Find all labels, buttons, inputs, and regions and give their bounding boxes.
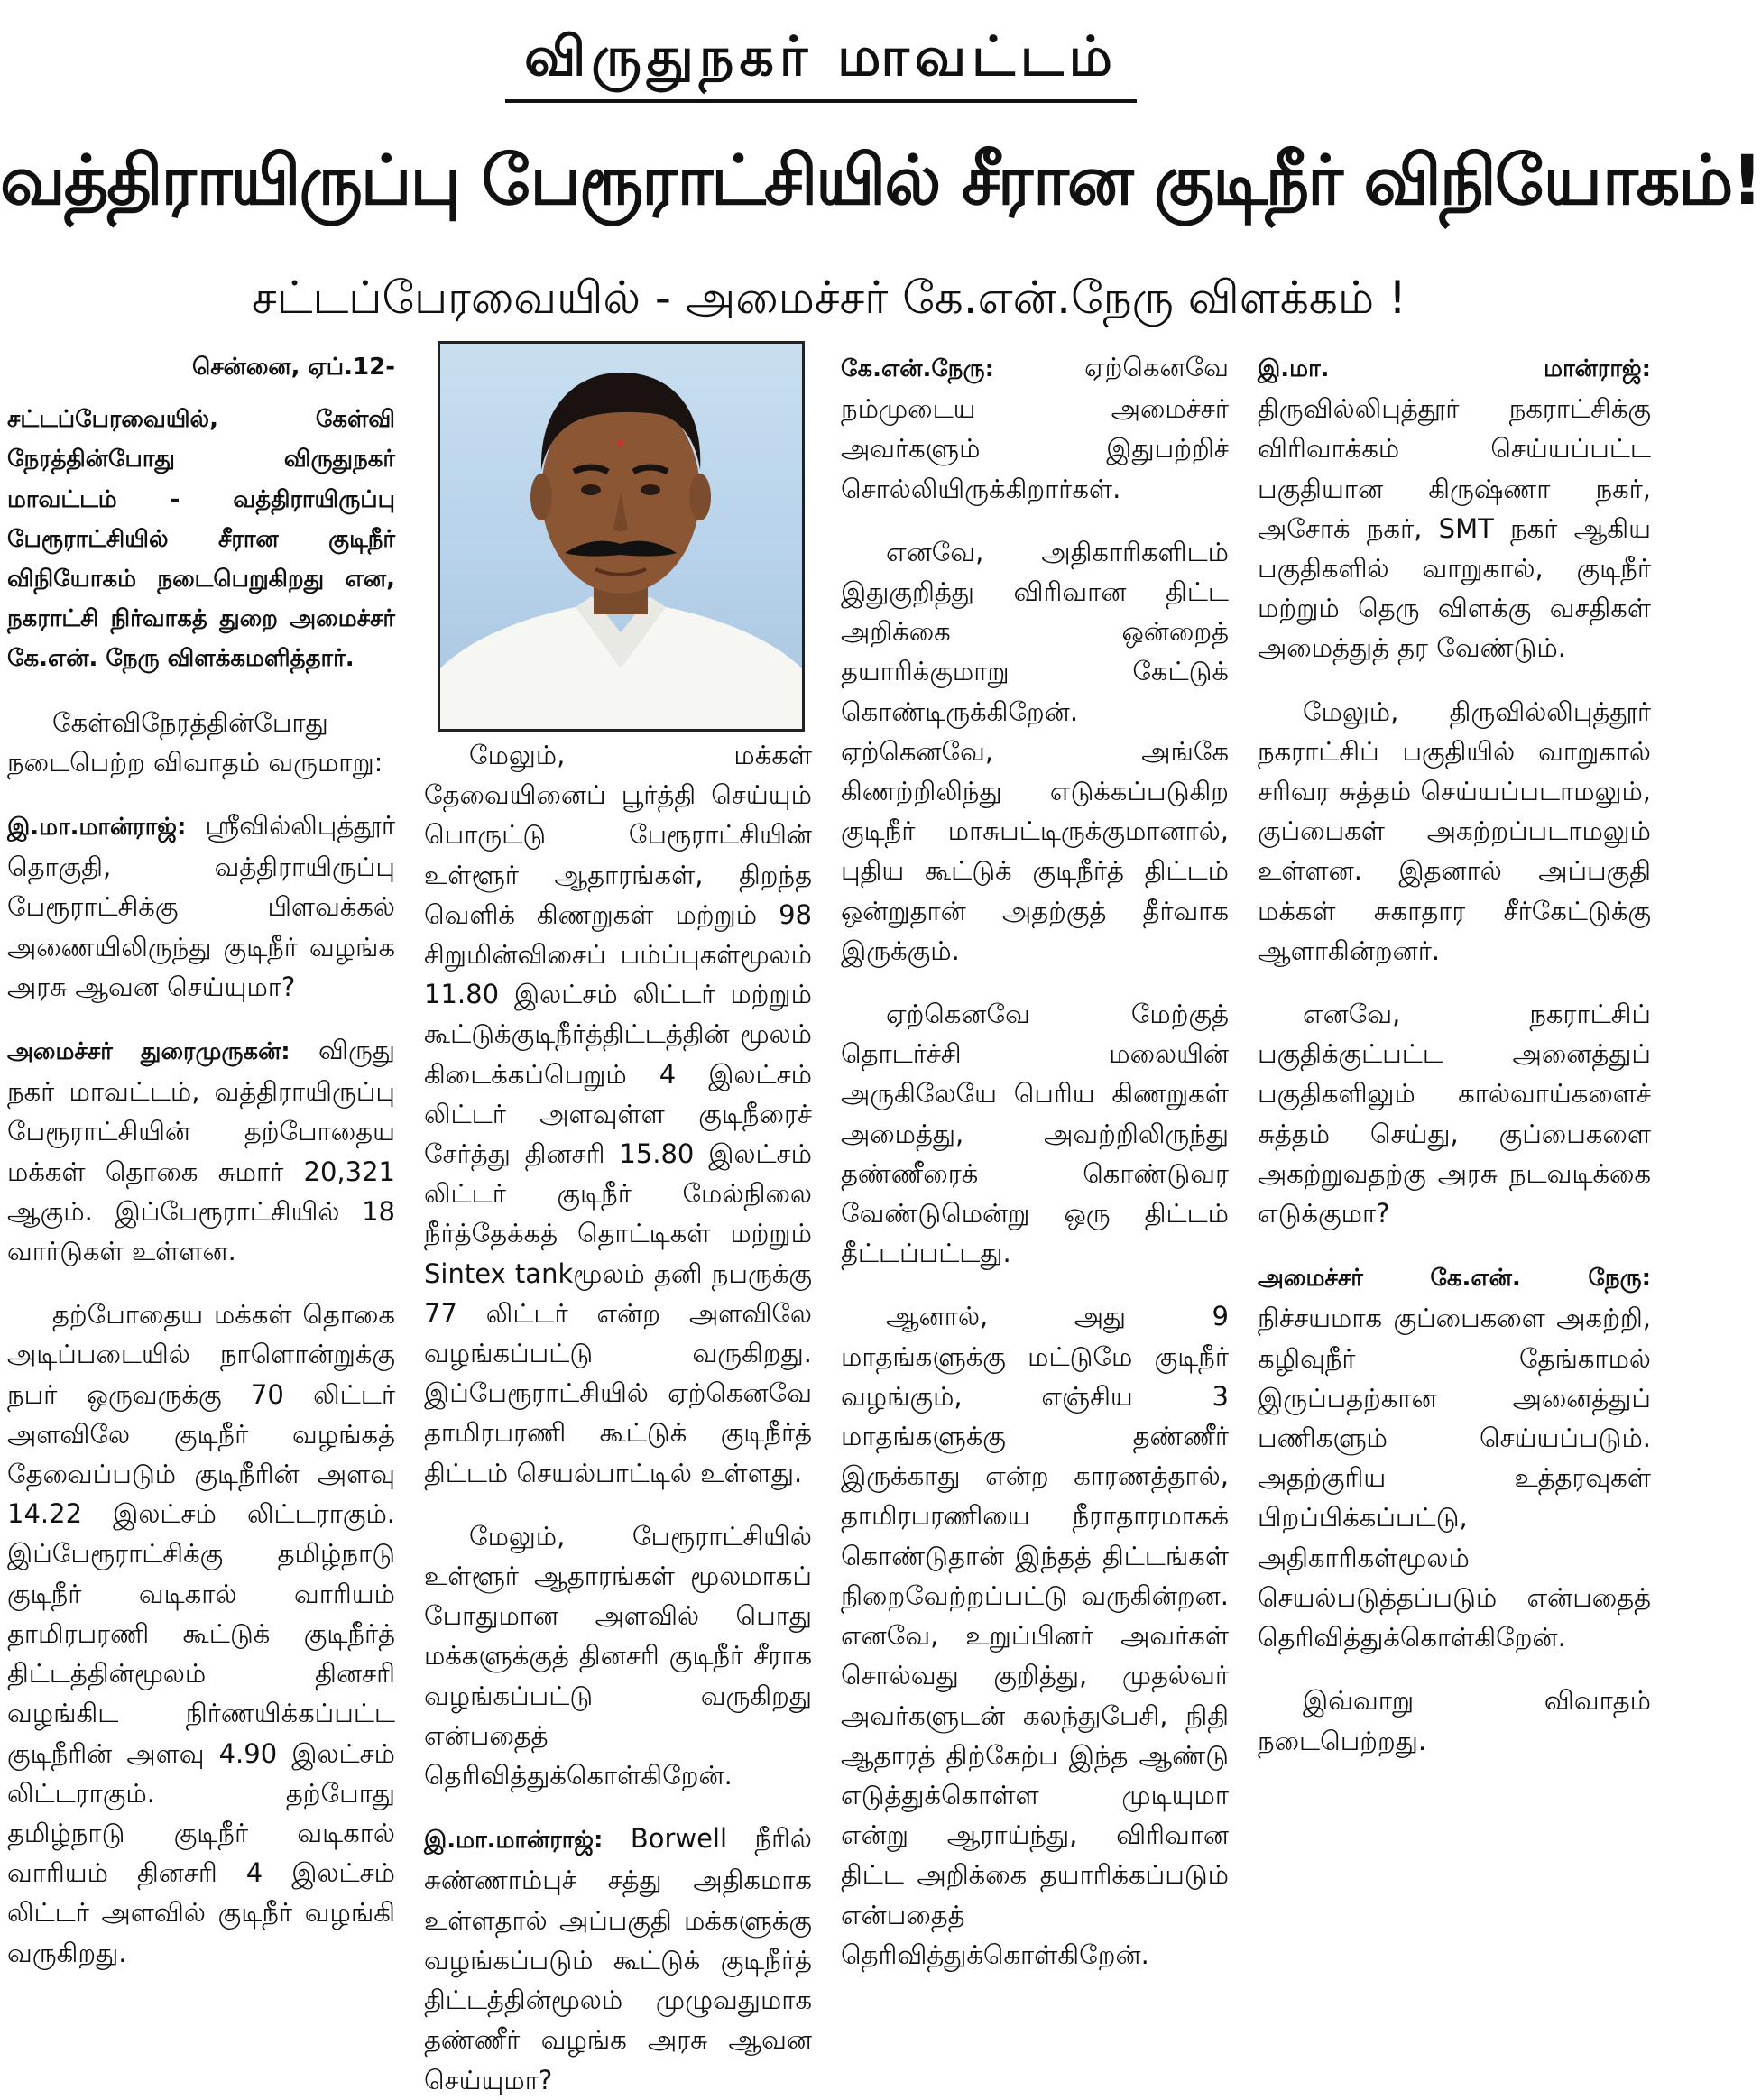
minister-portrait-photo (438, 341, 805, 732)
article-column-3 (841, 347, 1229, 2061)
speaker-name: இ.மா. மான்ராஜ்: (1258, 355, 1651, 382)
answer-paragraph (1258, 1257, 1651, 1657)
speaker-name: இ.மா.மான்ராஜ்: (7, 814, 187, 842)
kicker-underline (505, 99, 1137, 103)
article-column-2 (424, 735, 812, 2095)
paragraph: ஏற்கெனவே மேற்குத் தொடர்ச்சி மலையின் அருகிலேயே பெரிய கிணறுகள் அமைத்து, அவற்றிலிருந்து தண்ணீரைக் கொண்டுவர வேண்டுமென்று ஒரு திட்டம் தீட்டப்பட்டது. (841, 999, 1229, 1269)
speech-text: திருவில்லிபுத்தூர் நகராட்சிக்கு விரிவாக்கம் செய்யப்பட்ட பகுதியான கிருஷ்ணா நகர், அசோக் நகர், SMT நகர் ஆகிய பகுதிகளில் வாறுகால், குடிநீர் மற்றும் தெரு விளக்கு வசதிகள் அமைத்துத் தர வேண்டும். (1258, 393, 1651, 664)
question-paragraph (7, 806, 395, 1007)
subheadline: சட்டப்பேரவையில் - அமைச்சர் கே.என்.நேரு விளக்கம் ! (251, 272, 1407, 324)
article-column-4 (1258, 347, 1651, 2061)
speech-text: நிச்சயமாக குப்பைகளை அகற்றி, கழிவுநீர் தேங்காமல் இருப்பதற்கான அனைத்துப் பணிகளும் செய்யப்படும். அதற்குரிய உத்தரவுகள் பிறப்பிக்கப்பட்டு, அதிகாரிகள்மூலம் செயல்படுத்தப்படும் என்பதைத் தெரிவித்துக்கொள்கிறேன். (1258, 1303, 1651, 1653)
paragraph: இவ்வாறு விவாதம் நடைபெற்றது. (1258, 1685, 1651, 1756)
question-paragraph (424, 1819, 812, 2099)
portrait-illustration (440, 344, 802, 729)
speaker-name: அமைச்சர் துரைமுருகன்: (7, 1038, 290, 1066)
speaker-name: இ.மா.மான்ராஜ்: (424, 1827, 604, 1855)
speaker-name: அமைச்சர் கே.என். நேரு: (1258, 1265, 1651, 1293)
speech-text: ஏற்கெனவே நம்முடைய அமைச்சர் அவர்களும் இதுபற்றிச் சொல்லியிருக்கிறார்கள். (841, 352, 1229, 504)
section-kicker: விருதுநகர் மாவட்டம் (524, 25, 1118, 88)
question-paragraph (1258, 347, 1651, 668)
paragraph: மேலும், திருவில்லிபுத்தூர் நகராட்சிப் பகுதியில் வாறுகால் சரிவர சுத்தம் செய்யப்படாமலும், குப்பைகள் அகற்றப்படாமலும் உள்ளன. இதனால் அப்பகுதி மக்கள் சுகாதார சீர்கேட்டுக்கு ஆளாகின்றனர். (1258, 695, 1651, 966)
speech-text: ஸ்ரீவில்லிபுத்தூர் தொகுதி, வத்திராயிருப்பு பேரூராட்சிக்கு பிளவக்கல் அணையிலிருந்து குடிநீர் வழங்க அரசு ஆவன செய்யுமா? (7, 810, 395, 1002)
speech-text: விருது நகர் மாவட்டம், வத்திராயிருப்பு பேரூராட்சியின் தற்போதைய மக்கள் தொகை சுமார் 20,321 ஆகும். இப்பேரூராட்சியில் 18 வார்டுகள் உள்ளன. (7, 1035, 396, 1267)
paragraph: மேலும், பேரூராட்சியில் உள்ளூர் ஆதாரங்கள் மூலமாகப் போதுமான அளவில் பொது மக்களுக்குத் தினசரி குடிநீர் சீராக வழங்கப்பட்டு வருகிறது என்பதைத் தெரிவித்துக்கொள்கிறேன். (424, 1520, 812, 1791)
article-column-1 (7, 347, 395, 2061)
paragraph: தற்போதைய மக்கள் தொகை அடிப்படையில் நாளொன்றுக்கு நபர் ஒருவருக்கு 70 லிட்டர் அளவிலே குடிநீர் வழங்கத் தேவைப்படும் குடிநீரின் அளவு 14.22 இலட்சம் லிட்டராகும். இப்பேரூராட்சிக்கு தமிழ்நாடு குடிநீர் வடிகால் வாரியம் தாமிரபரணி கூட்டுக் குடிநீர்த் திட்டத்தின்மூலம் தினசரி வழங்கிட நிர்ணயிக்கப்பட்ட குடிநீரின் அளவு 4.90 இலட்சம் லிட்டராகும். தற்போது தமிழ்நாடு குடிநீர் வடிகால் வாரியம் தினசரி 4 இலட்சம் லிட்டர் அளவில் குடிநீர் வழங்கி வருகிறது. (7, 1299, 395, 1968)
paragraph: கேள்விநேரத்தின்போது நடைபெற்ற விவாதம் வருமாறு: (7, 706, 383, 778)
speaker-name: கே.என்.நேரு: (841, 355, 994, 382)
speech-text: Borwell நீரில் சுண்ணாம்புச் சத்து அதிகமாக உள்ளதால் அப்பகுதி மக்களுக்கு வழங்கப்படும் கூட்டுக் குடிநீர்த் திட்டத்தின்மூலம் முழுவதுமாக தண்ணீர் வழங்க அரசு ஆவன செய்யுமா? (424, 1823, 812, 2095)
answer-paragraph (7, 1030, 395, 1271)
paragraph: எனவே, அதிகாரிகளிடம் இதுகுறித்து விரிவான திட்ட அறிக்கை ஒன்றைத் தயாரிக்குமாறு கேட்டுக் கொண்டிருக்கிறேன். ஏற்கெனவே, அங்கே கிணற்றிலிந்து எடுக்கப்படுகிற குடிநீர் மாசுபட்டிருக்குமானால், புதிய கூட்டுக் குடிநீர்த் திட்டம் ஒன்றுதான் அதற்குத் தீர்வாக இருக்கும். (841, 536, 1229, 966)
answer-paragraph (841, 347, 1229, 509)
paragraph: மேலும், மக்கள் தேவையினைப் பூர்த்தி செய்யும் பொருட்டு பேரூராட்சியின் உள்ளூர் ஆதாரங்கள், திறந்த வெளிக் கிணறுகள் மற்றும் 98 சிறுமின்விசைப் பம்ப்புகள்மூலம் 11.80 இலட்சம் லிட்டர் மற்றும் கூட்டுக்குடிநீர்த்திட்டத்தின் மூலம் கிடைக்கப்பெறும் 4 இலட்சம் லிட்டர் அளவுள்ள குடிநீரைச் சேர்த்து தினசரி 15.80 இலட்சம் லிட்டர் குடிநீர் மேல்நிலை நீர்த்தேக்கத் தொட்டிகள் மற்றும் Sintex tankமூலம் தனி நபருக்கு 77 லிட்டர் என்ற அளவிலே வழங்கப்பட்டு வருகிறது. இப்பேரூராட்சியில் ஏற்கெனவே தாமிரபரணி கூட்டுக் குடிநீர்த் திட்டம் செயல்பாட்டில் உள்ளது. (424, 740, 812, 1488)
paragraph: ஆனால், அது 9 மாதங்களுக்கு மட்டுமே குடிநீர் வழங்கும், எஞ்சிய 3 மாதங்களுக்கு தண்ணீர் இருக்காது என்ற காரணத்தால், தாமிரபரணியை நீராதாரமாகக் கொண்டுதான் இந்தத் திட்டங்கள் நிறைவேற்றப்பட்டு வருகின்றன. எனவே, உறுப்பினர் அவர்கள் சொல்வது குறித்து, முதல்வர் அவர்களுடன் கலந்துபேசி, நிதி ஆதாரத் திற்கேற்ப இந்த ஆண்டு எடுத்துக்கொள்ள முடியுமா என்று ஆராய்ந்து, விரிவான திட்ட அறிக்கை தயாரிக்கப்படும் என்பதைத் தெரிவித்துக்கொள்கிறேன். (841, 1301, 1229, 1970)
dateline: சென்னை, ஏப்.12- (191, 354, 395, 381)
lead-paragraph: சட்டப்பேரவையில், கேள்வி நேரத்தின்போது விருதுநகர் மாவட்டம் - வத்திராயிருப்பு பேரூராட்சியில் சீரான குடிநீர் விநியோகம் நடைபெறுகிறது என, நகராட்சி நிர்வாகத் துறை அமைச்சர் கே.என். நேரு விளக்கமளித்தார். (7, 406, 395, 673)
headline: வத்திராயிருப்பு பேரூராட்சியில் சீரான குடிநீர் விநியோகம்! (0, 140, 1761, 220)
paragraph: எனவே, நகராட்சிப் பகுதிக்குட்பட்ட அனைத்துப் பகுதிகளிலும் கால்வாய்களைச் சுத்தம் செய்து, குப்பைகளை அகற்றுவதற்கு அரசு நடவடிக்கை எடுக்குமா? (1258, 999, 1651, 1230)
